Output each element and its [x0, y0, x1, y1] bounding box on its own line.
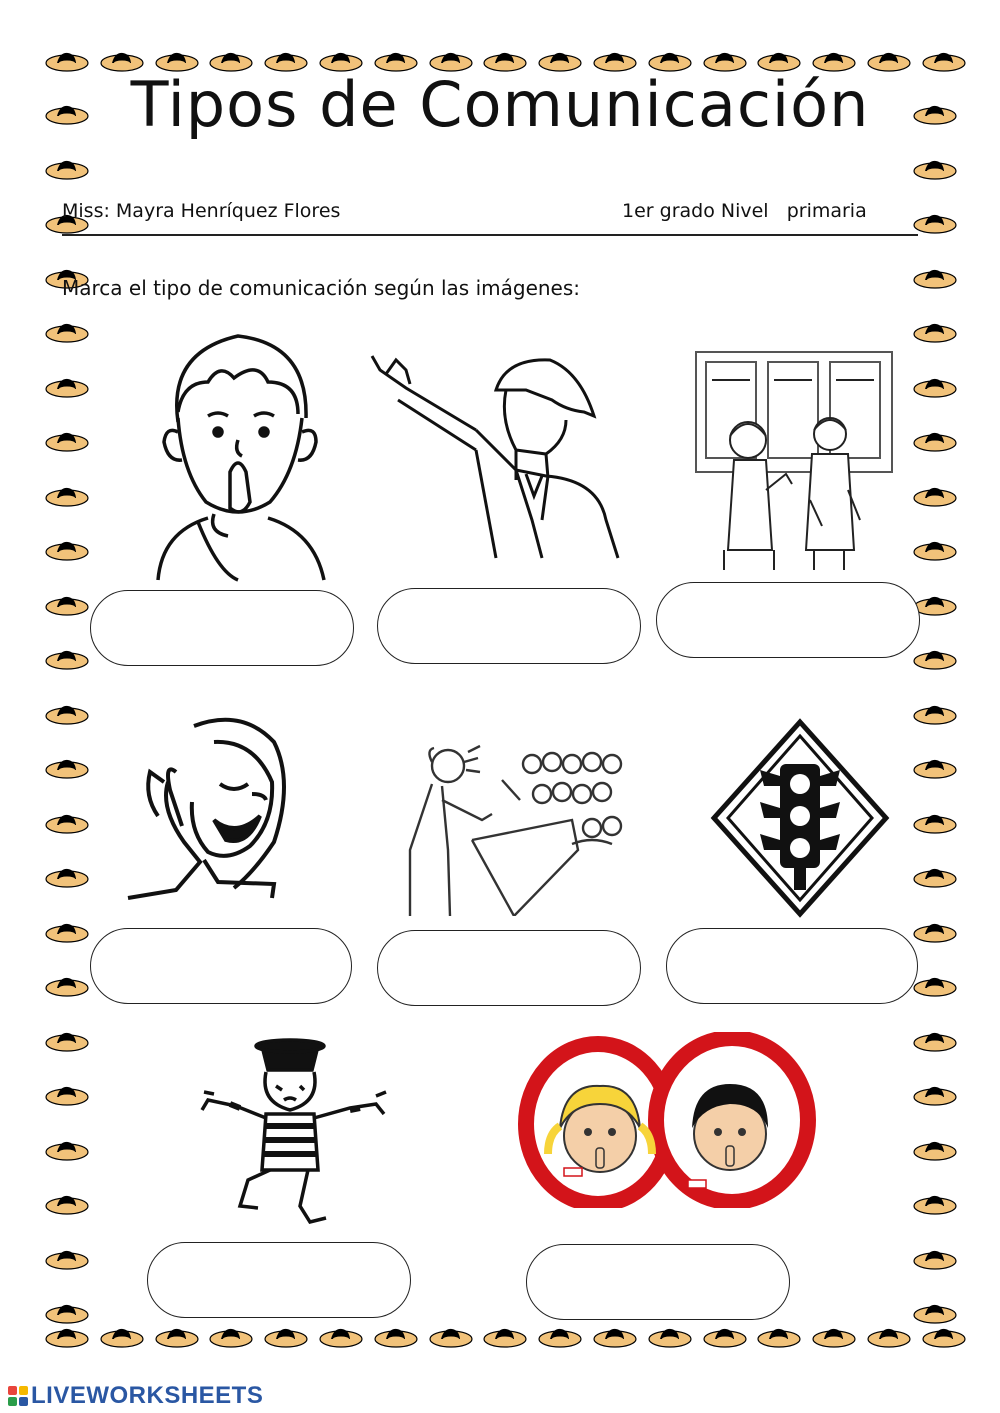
- hat-icon: [912, 1084, 958, 1108]
- hat-icon: [44, 1302, 90, 1326]
- hat-icon: [44, 703, 90, 727]
- hat-icon: [912, 430, 958, 454]
- hat-icon: [912, 376, 958, 400]
- speaker-at-podium-icon: [402, 740, 624, 920]
- hat-icon: [44, 158, 90, 182]
- hat-icon: [912, 757, 958, 781]
- answer-box-4[interactable]: [90, 928, 352, 1004]
- hat-icon: [912, 648, 958, 672]
- answer-box-2[interactable]: [377, 588, 641, 664]
- hat-icon: [373, 1326, 419, 1350]
- hat-icon: [99, 1326, 145, 1350]
- hat-icon: [44, 1326, 90, 1350]
- hat-icon: [44, 1030, 90, 1054]
- hat-icon: [44, 430, 90, 454]
- answer-box-1[interactable]: [90, 590, 354, 666]
- hat-icon: [44, 1139, 90, 1163]
- girl-on-phone-icon: [124, 712, 304, 906]
- hat-icon: [912, 267, 958, 291]
- teacher-name: Miss: Mayra Henríquez Flores: [62, 200, 341, 222]
- hat-icon: [912, 1193, 958, 1217]
- hat-icon: [44, 321, 90, 345]
- hat-icon: [428, 1326, 474, 1350]
- hat-icon: [537, 1326, 583, 1350]
- hat-icon: [866, 1326, 912, 1350]
- hat-icon: [44, 921, 90, 945]
- hat-icon: [912, 921, 958, 945]
- hat-icon: [702, 1326, 748, 1350]
- answer-box-3[interactable]: [656, 582, 920, 658]
- hat-icon: [912, 866, 958, 890]
- hat-icon: [44, 866, 90, 890]
- answer-box-6[interactable]: [666, 928, 918, 1004]
- hat-icon: [44, 648, 90, 672]
- hat-icon: [592, 1326, 638, 1350]
- hat-icon: [912, 212, 958, 236]
- hat-icon: [44, 757, 90, 781]
- instruction-text: Marca el tipo de comunicación según las imágenes:: [62, 276, 581, 300]
- hat-icon: [482, 1326, 528, 1350]
- hat-icon: [912, 1030, 958, 1054]
- answer-box-5[interactable]: [377, 930, 641, 1006]
- hat-icon: [912, 321, 958, 345]
- hat-icon: [208, 1326, 254, 1350]
- hat-icon: [44, 485, 90, 509]
- hat-icon: [44, 975, 90, 999]
- hat-icon: [912, 158, 958, 182]
- hat-icon: [318, 1326, 364, 1350]
- header-divider: [62, 234, 918, 236]
- liveworksheets-logo-icon: [8, 1386, 28, 1406]
- hat-icon: [912, 1248, 958, 1272]
- grade-level: 1er grado Nivel primaria: [622, 200, 867, 222]
- footer-brand: [8, 1383, 263, 1409]
- traffic-light-sign-icon: [710, 718, 890, 922]
- page-title: Tipos de Comunicación: [130, 68, 870, 141]
- hat-icon: [912, 703, 958, 727]
- brand-text: LIVEWORKSHEETS: [31, 1382, 264, 1409]
- hat-icon: [44, 594, 90, 618]
- hat-icon: [811, 1326, 857, 1350]
- man-raising-hand-icon: [366, 350, 626, 564]
- hat-icon: [912, 539, 958, 563]
- hat-icon: [44, 539, 90, 563]
- hat-icon: [912, 975, 958, 999]
- hat-icon: [912, 485, 958, 509]
- hat-icon: [756, 1326, 802, 1350]
- silence-sign-icon: [518, 1032, 824, 1212]
- hat-icon: [912, 1139, 958, 1163]
- hat-icon: [912, 1302, 958, 1326]
- hat-icon: [44, 376, 90, 400]
- hat-icon: [921, 1326, 967, 1350]
- students-talking-icon: [694, 350, 894, 576]
- hat-icon: [912, 812, 958, 836]
- mime-icon: [200, 1030, 390, 1234]
- boy-shush-icon: [138, 322, 338, 586]
- hat-icon: [647, 1326, 693, 1350]
- answer-box-8[interactable]: [526, 1244, 790, 1320]
- hat-icon: [154, 1326, 200, 1350]
- hat-icon: [44, 1193, 90, 1217]
- hat-icon: [44, 1248, 90, 1272]
- hat-icon: [44, 812, 90, 836]
- hat-icon: [263, 1326, 309, 1350]
- hat-icon: [44, 1084, 90, 1108]
- answer-box-7[interactable]: [147, 1242, 411, 1318]
